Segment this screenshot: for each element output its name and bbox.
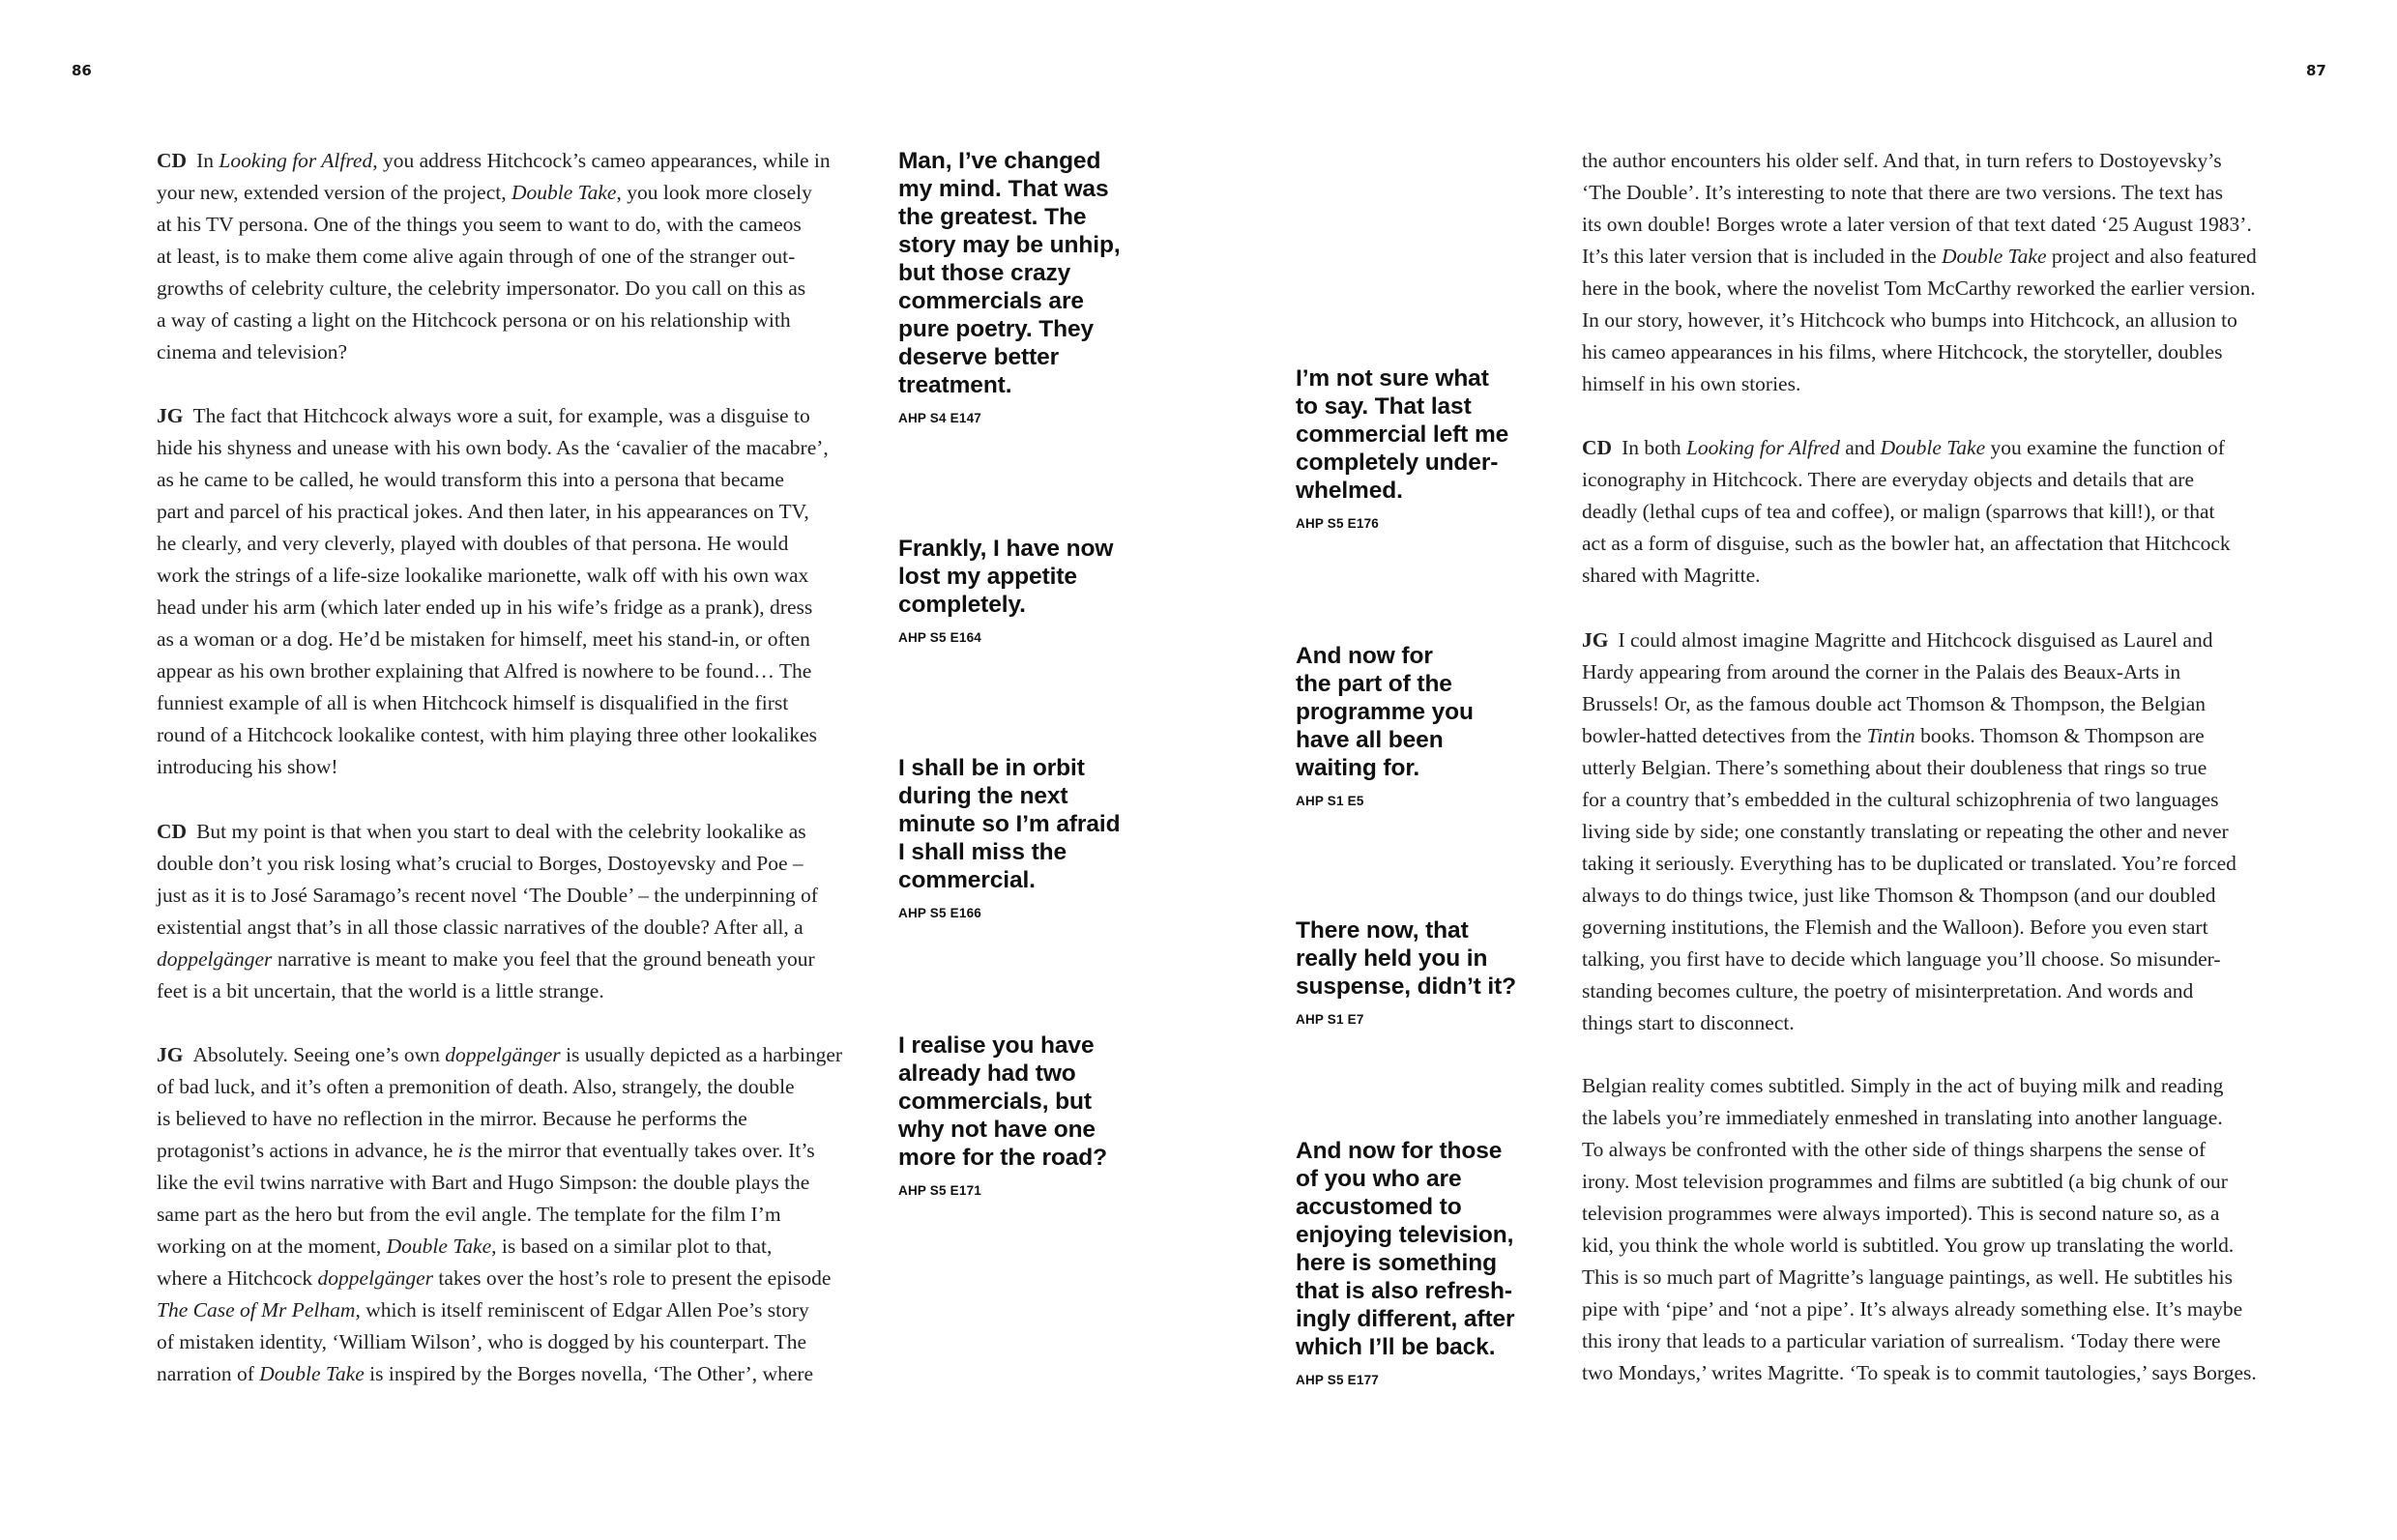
text-line <box>1582 1070 2317 1102</box>
text-line <box>1582 848 2317 880</box>
quote-line: There now, that <box>1296 917 1469 944</box>
quote-line: ingly different, after <box>1296 1306 1515 1332</box>
line-text: work the strings of a life-size lookalike marionette, walk off with his own wax <box>157 564 809 587</box>
text-line <box>1582 273 2317 305</box>
quote-line: treatment. <box>898 372 1012 398</box>
line-text: growths of celebrity culture, the celebrity impersonator. Do you call on this as <box>157 276 806 300</box>
line-text: hide his shyness and unease with his own body. As the ‘cavalier of the macabre’, <box>157 436 829 459</box>
quote-line: the greatest. The <box>898 204 1087 230</box>
text-line <box>1582 944 2317 975</box>
interview-paragraph <box>1582 1070 2317 1389</box>
line-text: is believed to have no reflection in the mirror. Because he performs the <box>157 1107 747 1130</box>
line-text: doppelgänger narrative is meant to make you feel that the ground beneath your <box>157 947 815 971</box>
text-line <box>157 912 892 944</box>
line-text: funniest example of all is when Hitchcock himself is disqualified in the first <box>157 691 789 714</box>
line-text: In Looking for Alfred, you address Hitchcock’s cameo appearances, while in <box>196 149 831 172</box>
line-text: its own double! Borges wrote a later version of that text dated ‘25 August 1983’. <box>1582 213 2252 236</box>
interview-paragraph <box>157 400 892 783</box>
quote-line: programme you <box>1296 699 1474 725</box>
line-text: pipe with ‘pipe’ and ‘not a pipe’. It’s always already something else. It’s maybe <box>1582 1297 2243 1321</box>
text-line <box>157 273 892 305</box>
text-line <box>157 687 892 719</box>
quote-line: I realise you have <box>898 1032 1095 1059</box>
line-text: iconography in Hitchcock. There are everyday objects and details that are <box>1582 468 2194 491</box>
text-line <box>1582 1198 2317 1230</box>
line-text: just as it is to José Saramago’s recent novel ‘The Double’ – the underpinning of <box>157 884 818 907</box>
line-text: appear as his own brother explaining that Alfred is nowhere to be found… The <box>157 659 812 683</box>
line-text: same part as the hero but from the evil angle. The template for the film I’m <box>157 1203 781 1226</box>
line-text: deadly (lethal cups of tea and coffee), or malign (sparrows that kill!), or that <box>1582 500 2215 523</box>
line-text: of bad luck, and it’s often a premonition of death. Also, strangely, the double <box>157 1075 795 1098</box>
text-line <box>1582 720 2317 752</box>
line-text: irony. Most television programmes and films are subtitled (a big chunk of our <box>1582 1170 2228 1193</box>
text-line <box>1582 528 2317 560</box>
text-line <box>157 432 892 464</box>
line-text: living side by side; one constantly translating or repeating the other and never <box>1582 820 2229 843</box>
text-line <box>157 1294 892 1326</box>
quote-source: AHP S5 E177 <box>1296 1373 1380 1387</box>
pull-quote <box>1296 642 1547 809</box>
text-line <box>157 816 892 848</box>
line-text: he clearly, and very cleverly, played with doubles of that persona. He would <box>157 532 789 555</box>
text-line <box>157 209 892 241</box>
speaker-initials: JG <box>157 1043 184 1066</box>
quote-line: completely. <box>898 592 1026 618</box>
line-text: utterly Belgian. There’s something about their doubleness that rings so true <box>1582 756 2207 779</box>
text-line <box>1582 784 2317 816</box>
quote-line: pure poetry. They <box>898 316 1095 342</box>
quote-source: AHP S5 E164 <box>898 630 982 645</box>
quote-line: enjoying television, <box>1296 1222 1514 1248</box>
quote-line: really held you in <box>1296 945 1488 972</box>
quote-line: completely under- <box>1296 450 1499 476</box>
text-line <box>157 1263 892 1294</box>
pull-quote <box>1296 1137 1547 1388</box>
text-line <box>1582 305 2317 336</box>
quote-line: minute so I’m afraid <box>898 811 1121 837</box>
line-text: where a Hitchcock doppelgänger takes over the host’s role to present the episode <box>157 1266 832 1290</box>
line-text: here in the book, where the novelist Tom McCarthy reworked the earlier version. <box>1582 276 2256 300</box>
page-number-left: 86 <box>72 62 92 79</box>
pull-quote <box>1296 364 1547 532</box>
text-line <box>1582 496 2317 528</box>
text-line <box>157 336 892 368</box>
pull-quote <box>898 535 1150 646</box>
text-line <box>1582 464 2317 496</box>
line-text: bowler-hatted detectives from the Tintin books. Thomson & Thompson are <box>1582 724 2205 747</box>
text-line <box>157 1199 892 1231</box>
text-line <box>157 1135 892 1167</box>
line-text: Belgian reality comes subtitled. Simply in the act of buying milk and reading <box>1582 1074 2224 1097</box>
speaker-initials: CD <box>1582 436 1613 459</box>
text-line <box>157 1103 892 1135</box>
text-line <box>1582 752 2317 784</box>
line-text: In both Looking for Alfred and Double Take you examine the function of <box>1622 436 2225 459</box>
text-line <box>1582 1325 2317 1357</box>
text-line <box>1582 1262 2317 1293</box>
line-text: at least, is to make them come alive again through of one of the stranger out- <box>157 245 796 268</box>
text-line <box>157 1039 892 1071</box>
text-line <box>1582 145 2317 177</box>
interview-paragraph <box>157 816 892 1007</box>
quote-line: waiting for. <box>1296 755 1420 781</box>
line-text: working on at the moment, Double Take, is based on a similar plot to that, <box>157 1235 773 1258</box>
text-line <box>157 880 892 912</box>
text-line <box>157 1167 892 1199</box>
text-line <box>157 592 892 624</box>
line-text: governing institutions, the Flemish and the Walloon). Before you even start <box>1582 915 2208 939</box>
line-text: as a woman or a dog. He’d be mistaken for himself, meet his stand-in, or often <box>157 627 810 651</box>
text-line <box>1582 912 2317 944</box>
text-line <box>1582 816 2317 848</box>
line-text: introducing his show! <box>157 755 338 778</box>
line-text: standing becomes culture, the poetry of misinterpretation. And words and <box>1582 979 2194 1002</box>
text-line <box>157 560 892 592</box>
quote-line: Frankly, I have now <box>898 536 1114 562</box>
quote-line: to say. That last <box>1296 393 1472 420</box>
line-text: two Mondays,’ writes Magritte. ‘To speak is to commit tautologies,’ says Borges. <box>1582 1361 2257 1384</box>
line-text: at his TV persona. One of the things you seem to want to do, with the cameos <box>157 213 802 236</box>
text-line <box>157 1231 892 1263</box>
line-text: Absolutely. Seeing one’s own doppelgänger is usually depicted as a harbinger <box>192 1043 843 1066</box>
text-line <box>1582 1007 2317 1039</box>
text-line <box>157 1358 892 1390</box>
text-line <box>1582 1230 2317 1262</box>
quote-line: during the next <box>898 783 1068 809</box>
line-text: your new, extended version of the project, Double Take, you look more closely <box>157 181 812 204</box>
line-text: Hardy appearing from around the corner in the Palais des Beaux-Arts in <box>1582 660 2181 683</box>
line-text: his cameo appearances in his films, where Hitchcock, the storyteller, doubles <box>1582 340 2223 363</box>
quote-source: AHP S5 E166 <box>898 906 982 920</box>
line-text: the labels you’re immediately enmeshed in translating into another language. <box>1582 1106 2223 1129</box>
line-text: The Case of Mr Pelham, which is itself reminiscent of Edgar Allen Poe’s story <box>157 1298 809 1322</box>
quote-line: why not have one <box>898 1117 1096 1143</box>
quote-source: AHP S1 E7 <box>1296 1012 1364 1027</box>
text-line <box>1582 560 2317 592</box>
line-text: It’s this later version that is included in the Double Take project and also featured <box>1582 245 2257 268</box>
text-line <box>157 528 892 560</box>
line-text: part and parcel of his practical jokes. And then later, in his appearances on TV, <box>157 500 809 523</box>
line-text: taking it seriously. Everything has to be duplicated or translated. You’re forced <box>1582 852 2236 875</box>
pull-quote <box>898 147 1150 426</box>
quote-line: Man, I’ve changed <box>898 148 1101 174</box>
pull-quote <box>898 1032 1150 1199</box>
quote-line: I shall miss the <box>898 839 1067 865</box>
line-text: a way of casting a light on the Hitchcock persona or on his relationship with <box>157 308 791 332</box>
line-text: I could almost imagine Magritte and Hitchcock disguised as Laurel and <box>1618 628 2213 652</box>
quote-line: my mind. That was <box>898 176 1109 202</box>
quote-source: AHP S5 E171 <box>898 1183 982 1198</box>
line-text: In our story, however, it’s Hitchcock who bumps into Hitchcock, an allusion to <box>1582 308 2237 332</box>
quote-line: which I’ll be back. <box>1296 1334 1496 1360</box>
quote-line: lost my appetite <box>898 564 1077 590</box>
quote-line: deserve better <box>898 344 1060 370</box>
page-number-right: 87 <box>2306 62 2326 79</box>
line-text: shared with Magritte. <box>1582 564 1761 587</box>
speaker-initials: CD <box>157 820 188 843</box>
quote-line: story may be unhip, <box>898 232 1121 258</box>
quote-line: commercials, but <box>898 1089 1092 1115</box>
text-line <box>1582 656 2317 688</box>
speaker-initials: JG <box>1582 628 1609 652</box>
line-text: Brussels! Or, as the famous double act Thomson & Thompson, the Belgian <box>1582 692 2207 715</box>
text-line <box>1582 688 2317 720</box>
text-line <box>157 305 892 336</box>
speaker-initials: CD <box>157 149 188 172</box>
line-text: of mistaken identity, ‘William Wilson’, who is dogged by his counterpart. The <box>157 1330 807 1353</box>
line-text: To always be confronted with the other side of things sharpens the sense of <box>1582 1138 2207 1161</box>
text-line <box>157 400 892 432</box>
line-text: for a country that’s embedded in the cultural schizophrenia of two languages <box>1582 788 2219 811</box>
text-line <box>157 241 892 273</box>
line-text: this irony that leads to a particular variation of surrealism. ‘Today there were <box>1582 1329 2221 1352</box>
line-text: The fact that Hitchcock always wore a suit, for example, was a disguise to <box>192 404 810 427</box>
quote-line: have all been <box>1296 727 1444 753</box>
text-line <box>157 944 892 975</box>
text-line <box>1582 1166 2317 1198</box>
quote-source: AHP S1 E5 <box>1296 794 1364 808</box>
text-line <box>157 1071 892 1103</box>
interview-paragraph <box>1582 145 2317 400</box>
text-line <box>1582 336 2317 368</box>
line-text: protagonist’s actions in advance, he is the mirror that eventually takes over. It’s <box>157 1139 815 1162</box>
quote-line: accustomed to <box>1296 1194 1462 1220</box>
interview-paragraph <box>1582 432 2317 592</box>
line-text: ‘The Double’. It’s interesting to note that there are two versions. The text has <box>1582 181 2223 204</box>
quote-line: already had two <box>898 1061 1076 1087</box>
quote-line: And now for those <box>1296 1138 1503 1164</box>
line-text: talking, you first have to decide which language you’ll choose. So misunder- <box>1582 947 2221 971</box>
quote-source: AHP S4 E147 <box>898 411 982 425</box>
text-line <box>157 848 892 880</box>
text-line <box>157 655 892 687</box>
line-text: narration of Double Take is inspired by the Borges novella, ‘The Other’, where <box>157 1362 814 1385</box>
text-line <box>157 1326 892 1358</box>
quote-line: I shall be in orbit <box>898 755 1085 781</box>
quote-line: that is also refresh- <box>1296 1278 1512 1304</box>
text-line <box>157 975 892 1007</box>
text-line <box>1582 1102 2317 1134</box>
line-text: head under his arm (which later ended up in his wife’s fridge as a prank), dress <box>157 596 813 619</box>
quote-line: here is something <box>1296 1250 1497 1276</box>
text-line <box>1582 241 2317 273</box>
text-line <box>1582 880 2317 912</box>
interview-paragraph <box>157 1039 892 1390</box>
quote-line: whelmed. <box>1296 478 1403 504</box>
line-text: This is so much part of Magritte’s language paintings, as well. He subtitles his <box>1582 1265 2233 1289</box>
interview-paragraph <box>1582 625 2317 1039</box>
quote-line: I’m not sure what <box>1296 365 1489 392</box>
text-line <box>1582 177 2317 209</box>
quote-line: but those crazy <box>898 260 1071 286</box>
text-line <box>157 464 892 496</box>
quote-line: the part of the <box>1296 671 1452 697</box>
pull-quote <box>1296 916 1547 1028</box>
text-line <box>157 145 892 177</box>
pull-quote <box>898 754 1150 921</box>
line-text: kid, you think the whole world is subtitled. You grow up translating the world. <box>1582 1234 2235 1257</box>
line-text: act as a form of disguise, such as the bowler hat, an affectation that Hitchcock <box>1582 532 2231 555</box>
quote-line: And now for <box>1296 643 1433 669</box>
interview-paragraph <box>157 145 892 368</box>
speaker-initials: JG <box>157 404 184 427</box>
quote-source: AHP S5 E176 <box>1296 516 1380 531</box>
text-line <box>157 496 892 528</box>
line-text: television programmes were always imported). This is second nature so, as a <box>1582 1202 2220 1225</box>
line-text: things start to disconnect. <box>1582 1011 1795 1034</box>
quote-line: more for the road? <box>898 1145 1107 1171</box>
text-line <box>157 624 892 655</box>
quote-line: of you who are <box>1296 1166 1462 1192</box>
line-text: But my point is that when you start to deal with the celebrity lookalike as <box>196 820 806 843</box>
line-text: as he came to be called, he would transform this into a persona that became <box>157 468 784 491</box>
line-text: feet is a bit uncertain, that the world is a little strange. <box>157 979 604 1002</box>
text-line <box>1582 1293 2317 1325</box>
text-line <box>1582 1134 2317 1166</box>
line-text: like the evil twins narrative with Bart and Hugo Simpson: the double plays the <box>157 1171 810 1194</box>
text-line <box>157 751 892 783</box>
line-text: always to do things twice, just like Thomson & Thompson (and our doubled <box>1582 884 2216 907</box>
line-text: double don’t you risk losing what’s crucial to Borges, Dostoyevsky and Poe – <box>157 852 804 875</box>
line-text: cinema and television? <box>157 340 348 363</box>
text-line <box>1582 625 2317 656</box>
text-line <box>1582 368 2317 400</box>
text-line <box>1582 975 2317 1007</box>
text-line <box>157 177 892 209</box>
line-text: round of a Hitchcock lookalike contest, with him playing three other lookalikes <box>157 723 818 746</box>
line-text: himself in his own stories. <box>1582 372 1801 395</box>
text-line <box>1582 209 2317 241</box>
line-text: the author encounters his older self. And that, in turn refers to Dostoyevsky’s <box>1582 149 2222 172</box>
text-line <box>1582 1357 2317 1389</box>
line-text: existential angst that’s in all those classic narratives of the double? After all, a <box>157 915 804 939</box>
quote-line: commercial left me <box>1296 421 1509 448</box>
quote-line: commercials are <box>898 288 1084 314</box>
quote-line: suspense, didn’t it? <box>1296 973 1517 1000</box>
quote-line: commercial. <box>898 867 1036 893</box>
text-line <box>157 719 892 751</box>
text-line <box>1582 432 2317 464</box>
